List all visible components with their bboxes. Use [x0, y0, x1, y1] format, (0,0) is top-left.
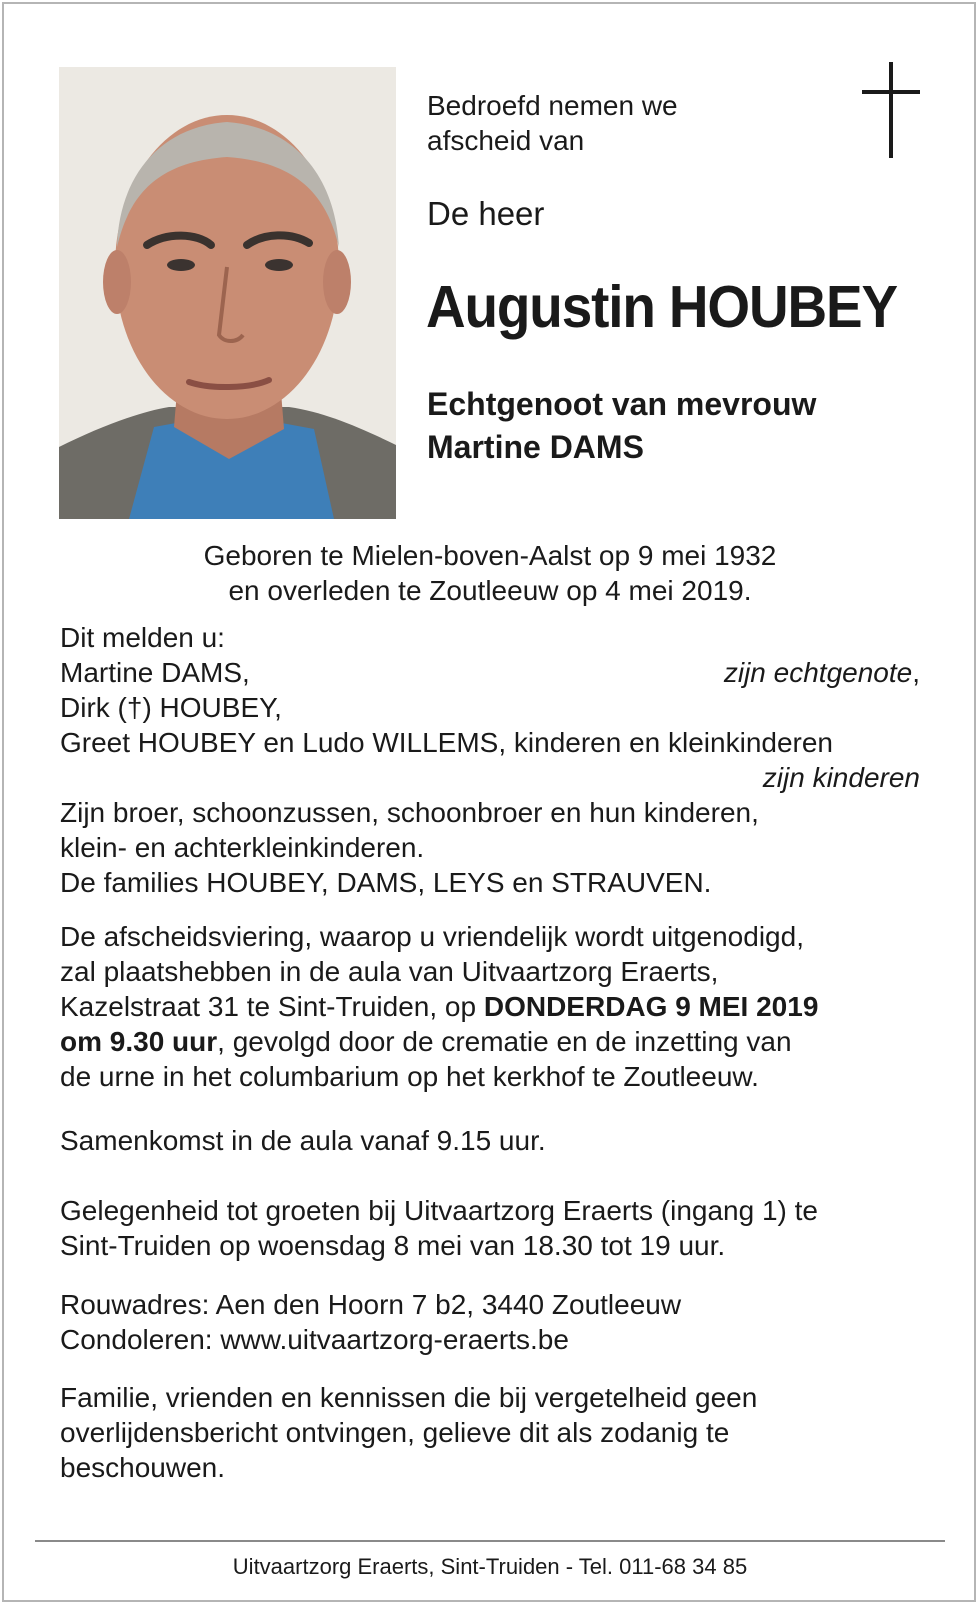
- child-1: Dirk (†) HOUBEY,: [60, 692, 282, 723]
- portrait-photo: [59, 67, 396, 519]
- latin-cross-icon: [862, 62, 922, 158]
- notice-line-3: beschouwen.: [60, 1452, 226, 1483]
- ceremony-line-4: [60, 1024, 920, 1059]
- notice-section: [60, 1380, 920, 1485]
- birth-line: Geboren te Mielen-boven-Aalst op 9 mei 1932: [203, 540, 777, 571]
- families: De families HOUBEY, DAMS, LEYS en STRAUVEN.: [60, 867, 712, 898]
- intro-line-2: afscheid van: [427, 125, 585, 156]
- ceremony-line-5: de urne in het columbarium op het kerkhof te Zoutleeuw.: [60, 1061, 759, 1092]
- spouse-line-1: Echtgenoot van mevrouw: [427, 386, 817, 422]
- relatives-1: Zijn broer, schoonzussen, schoonbroer en hun kinderen,: [60, 797, 759, 828]
- family-section: [60, 620, 920, 900]
- ceremony-date: DONDERDAG 9 MEI 2019: [483, 991, 819, 1022]
- spouse-line: [427, 383, 816, 469]
- spouse-line-2: Martine DAMS: [427, 429, 644, 465]
- ceremony-line-1: De afscheidsviering, waarop u vriendelijk wordt uitgenodigd,: [60, 921, 804, 952]
- notice-line-1: Familie, vrienden en kennissen die bij vergetelheid geen: [60, 1382, 758, 1413]
- spouse-role: zijn echtgenote: [723, 657, 913, 688]
- family-intro: Dit melden u:: [60, 622, 225, 653]
- footer-divider: [35, 1540, 945, 1542]
- spouse-role-wrap: [724, 655, 920, 690]
- children-role: zijn kinderen: [762, 762, 920, 793]
- gathering-text: Samenkomst in de aula vanaf 9.15 uur.: [60, 1125, 546, 1156]
- visitation-section: [60, 1193, 920, 1263]
- ceremony-section: [60, 919, 920, 1094]
- ceremony-line-4-rest: , gevolgd door de crematie en de inzetting van: [217, 1026, 792, 1057]
- ceremony-line-3: [60, 989, 920, 1024]
- honorific: De heer: [427, 195, 545, 232]
- intro-line-1: Bedroefd nemen we: [427, 90, 678, 121]
- spouse-row: [60, 655, 920, 690]
- children-role-row: [60, 760, 920, 795]
- funeral-home-footer: Uitvaartzorg Eraerts, Sint-Truiden - Tel. 011-68 34 85: [232, 1554, 748, 1579]
- visitation-line-2: Sint-Truiden op woensdag 8 mei van 18.30 tot 19 uur.: [60, 1230, 726, 1261]
- ceremony-location: Kazelstraat 31 te Sint-Truiden, op: [60, 991, 484, 1022]
- deceased-name: Augustin HOUBEY: [426, 274, 897, 340]
- spouse-role-comma: ,: [912, 657, 920, 688]
- visitation-line-1: Gelegenheid tot groeten bij Uitvaartzorg Eraerts (ingang 1) te: [60, 1195, 818, 1226]
- condolence-website: Condoleren: www.uitvaartzorg-eraerts.be: [60, 1324, 569, 1355]
- notice-line-2: overlijdensbericht ontvingen, gelieve dit als zodanig te: [60, 1417, 730, 1448]
- mourning-address: Rouwadres: Aen den Hoorn 7 b2, 3440 Zoutleeuw: [60, 1289, 682, 1320]
- birth-death-info: [60, 538, 920, 608]
- contact-section: [60, 1287, 920, 1357]
- child-2: Greet HOUBEY en Ludo WILLEMS, kinderen en kleinkinderen: [60, 727, 834, 758]
- relatives-2: klein- en achterkleinkinderen.: [60, 832, 425, 863]
- ceremony-line-2: zal plaatshebben in de aula van Uitvaartzorg Eraerts,: [60, 956, 719, 987]
- spouse-name: Martine DAMS,: [60, 657, 250, 688]
- death-line: en overleden te Zoutleeuw op 4 mei 2019.: [228, 575, 752, 606]
- intro-text: [427, 88, 678, 158]
- ceremony-time: om 9.30 uur: [60, 1026, 218, 1057]
